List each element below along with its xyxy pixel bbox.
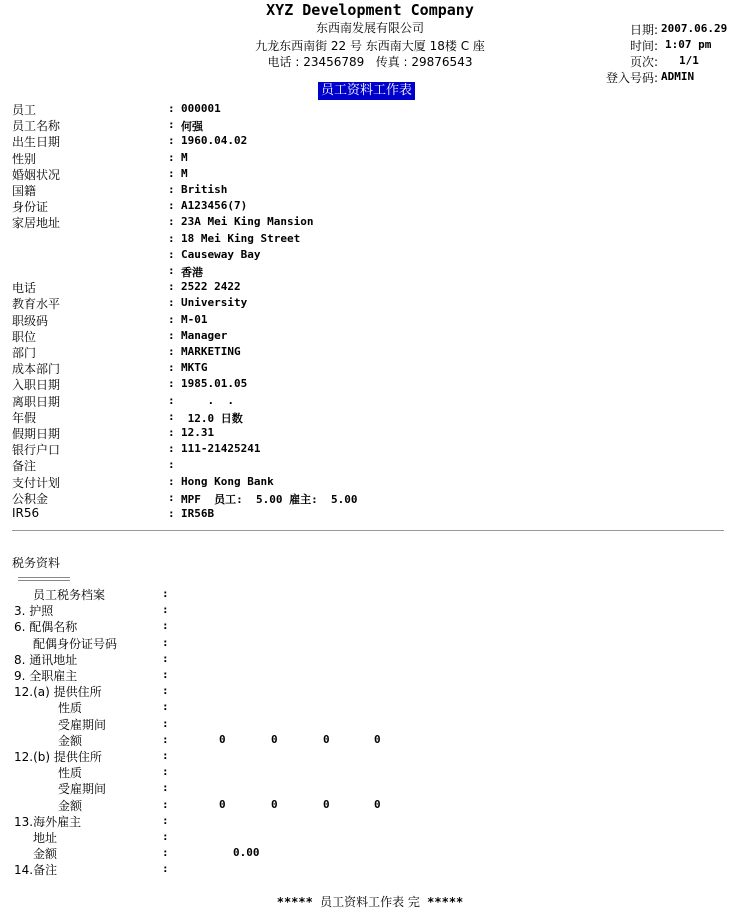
tax-field-label: 14.备注 <box>14 863 58 877</box>
tax-field-label: 3. 护照 <box>14 604 54 618</box>
employee-field-value: . . <box>181 394 234 407</box>
tax-field-label: 性质 <box>58 701 83 715</box>
company-contact: 电话 : 23456789 传真 : 29876543 <box>267 55 473 69</box>
employee-field-label: 婚姻状况 <box>12 168 61 182</box>
employee-field-value: 12.31 <box>181 426 215 439</box>
field-separator: : <box>162 619 169 632</box>
field-separator: : <box>162 700 169 713</box>
field-separator: : <box>168 199 175 212</box>
field-separator: : <box>168 458 175 471</box>
employee-field-label: 部门 <box>12 346 37 360</box>
field-separator: : <box>162 814 169 827</box>
tax-field-label: 13.海外雇主 <box>14 815 82 829</box>
footer-stars-left: ***** <box>276 895 313 909</box>
report-footer <box>0 893 740 910</box>
employee-field-label: 备注 <box>12 459 37 473</box>
footer-stars-right: ***** <box>427 895 464 909</box>
employee-field-label: 国籍 <box>12 184 37 198</box>
employee-field-value: Causeway Bay <box>181 248 261 261</box>
employee-field-label: 职级码 <box>12 314 49 328</box>
employee-field-value: 1960.04.02 <box>181 134 248 147</box>
time-value: 1:07 pm <box>665 38 712 51</box>
tax-amount-value: 0 <box>323 798 330 811</box>
field-separator: : <box>168 394 175 407</box>
employee-field-value: Manager <box>181 329 228 342</box>
employee-field-label: 成本部门 <box>12 362 61 376</box>
employee-field-label: 电话 <box>12 281 37 295</box>
field-separator: : <box>162 781 169 794</box>
field-separator: : <box>168 167 175 180</box>
time-label: 时间: <box>629 39 658 53</box>
tax-field-label: 员工税务档案 <box>33 588 106 602</box>
employee-field-label: 公积金 <box>12 492 49 506</box>
field-separator: : <box>168 280 175 293</box>
field-separator: : <box>168 377 175 390</box>
field-separator: : <box>168 183 175 196</box>
employee-field-value: 2522 2422 <box>181 280 241 293</box>
tax-field-label: 6. 配偶名称 <box>14 620 78 634</box>
login-label: 登入号码: <box>605 71 658 85</box>
employee-field-value: 000001 <box>181 102 221 115</box>
tax-field-label: 金额 <box>58 734 83 748</box>
employee-field-value: IR56B <box>181 507 215 520</box>
field-separator: : <box>168 151 175 164</box>
field-separator: : <box>162 765 169 778</box>
employee-field-label: 入职日期 <box>12 378 61 392</box>
field-separator: : <box>162 717 169 730</box>
tax-field-label: 12.(a) 提供住所 <box>14 685 102 699</box>
field-separator: : <box>168 296 175 309</box>
employee-field-value: 12.0 日数 <box>181 412 243 425</box>
tax-title-underline-2 <box>18 580 70 581</box>
page-label: 页次: <box>629 55 658 69</box>
employee-field-value: Hong Kong Bank <box>181 475 274 488</box>
tax-field-label: 地址 <box>33 831 58 845</box>
field-separator: : <box>168 215 175 228</box>
tax-field-label: 受雇期间 <box>58 718 107 732</box>
employee-field-value: M <box>181 167 188 180</box>
field-separator: : <box>162 668 169 681</box>
employee-field-label: 支付计划 <box>12 476 61 490</box>
tax-amount-value: 0 <box>374 733 381 746</box>
employee-field-value: MKTG <box>181 361 208 374</box>
employee-field-value: MARKETING <box>181 345 241 358</box>
employee-field-value: 23A Mei King Mansion <box>181 215 314 228</box>
employee-field-label: 教育水平 <box>12 297 61 311</box>
employee-field-value: British <box>181 183 228 196</box>
employee-field-value: 111-21425241 <box>181 442 261 455</box>
tax-title-underline <box>18 577 70 578</box>
employee-field-value: A123456(7) <box>181 199 248 212</box>
employee-field-label: IR56 <box>12 506 40 520</box>
employee-field-value: M-01 <box>181 313 208 326</box>
tax-amount-value: 0 <box>374 798 381 811</box>
field-separator: : <box>162 830 169 843</box>
employee-field-value: MPF 员工: 5.00 雇主: 5.00 <box>181 493 358 506</box>
field-separator: : <box>168 248 175 261</box>
employee-field-label: 性别 <box>12 152 37 166</box>
tax-amount-value: 0 <box>271 733 278 746</box>
field-separator: : <box>168 232 175 245</box>
tax-field-label: 金额 <box>33 847 58 861</box>
field-separator: : <box>168 491 175 504</box>
field-separator: : <box>168 426 175 439</box>
page-value: 1/1 <box>679 54 699 67</box>
field-separator: : <box>162 652 169 665</box>
employee-field-value: M <box>181 151 188 164</box>
field-separator: : <box>168 118 175 131</box>
company-name-chinese: 东西南发展有限公司 <box>315 21 424 35</box>
field-separator: : <box>162 603 169 616</box>
employee-field-label: 离职日期 <box>12 395 61 409</box>
date-label: 日期: <box>629 23 658 37</box>
field-separator: : <box>168 102 175 115</box>
field-separator: : <box>168 313 175 326</box>
tax-field-label: 受雇期间 <box>58 782 107 796</box>
field-separator: : <box>168 442 175 455</box>
field-separator: : <box>162 862 169 875</box>
tax-amount-value: 0 <box>219 798 226 811</box>
employee-field-value: 1985.01.05 <box>181 377 248 390</box>
login-value: ADMIN <box>661 70 695 83</box>
employee-field-value: University <box>181 296 248 309</box>
employee-field-value: 18 Mei King Street <box>181 232 301 245</box>
field-separator: : <box>162 587 169 600</box>
employee-field-label: 职位 <box>12 330 37 344</box>
tax-field-label: 9. 全职雇主 <box>14 669 78 683</box>
field-separator: : <box>162 733 169 746</box>
tax-field-label: 12.(b) 提供住所 <box>14 750 102 764</box>
tax-section-title: 税务资料 <box>12 556 61 570</box>
tax-amount-value: 0 <box>219 733 226 746</box>
tax-field-label: 金额 <box>58 799 83 813</box>
field-separator: : <box>168 475 175 488</box>
field-separator: : <box>168 361 175 374</box>
tax-amount-value: 0 <box>323 733 330 746</box>
tax-field-label: 性质 <box>58 766 83 780</box>
field-separator: : <box>168 507 175 520</box>
employee-field-label: 家居地址 <box>12 216 61 230</box>
tax-field-label: 配偶身份证号码 <box>33 637 118 651</box>
field-separator: : <box>162 846 169 859</box>
field-separator: : <box>168 134 175 147</box>
field-separator: : <box>162 636 169 649</box>
employee-field-label: 出生日期 <box>12 135 61 149</box>
field-separator: : <box>162 798 169 811</box>
field-separator: : <box>168 345 175 358</box>
employee-field-label: 银行户口 <box>12 443 61 457</box>
employee-field-label: 年假 <box>12 411 37 425</box>
tax-field-label: 8. 通讯地址 <box>14 653 78 667</box>
date-value: 2007.06.29 <box>661 22 728 35</box>
report-title: 员工资料工作表 <box>318 82 415 100</box>
field-separator: : <box>168 264 175 277</box>
field-separator: : <box>168 410 175 423</box>
company-name: XYZ Development Company <box>266 1 474 19</box>
field-separator: : <box>162 684 169 697</box>
footer-text: 员工资料工作表 完 <box>320 895 420 909</box>
overseas-amount-value: 0.00 <box>233 846 260 859</box>
employee-field-label: 假期日期 <box>12 427 61 441</box>
tax-amount-value: 0 <box>271 798 278 811</box>
employee-field-label: 员工 <box>12 103 37 117</box>
employee-field-label: 身份证 <box>12 200 49 214</box>
employee-field-label: 员工名称 <box>12 119 61 133</box>
employee-field-value: 香港 <box>181 266 203 279</box>
employee-field-value: 何强 <box>181 120 203 133</box>
section-divider <box>12 530 724 531</box>
field-separator: : <box>162 749 169 762</box>
field-separator: : <box>168 329 175 342</box>
company-address: 九龙东西南街 22 号 东西南大厦 18楼 C 座 <box>255 39 485 53</box>
